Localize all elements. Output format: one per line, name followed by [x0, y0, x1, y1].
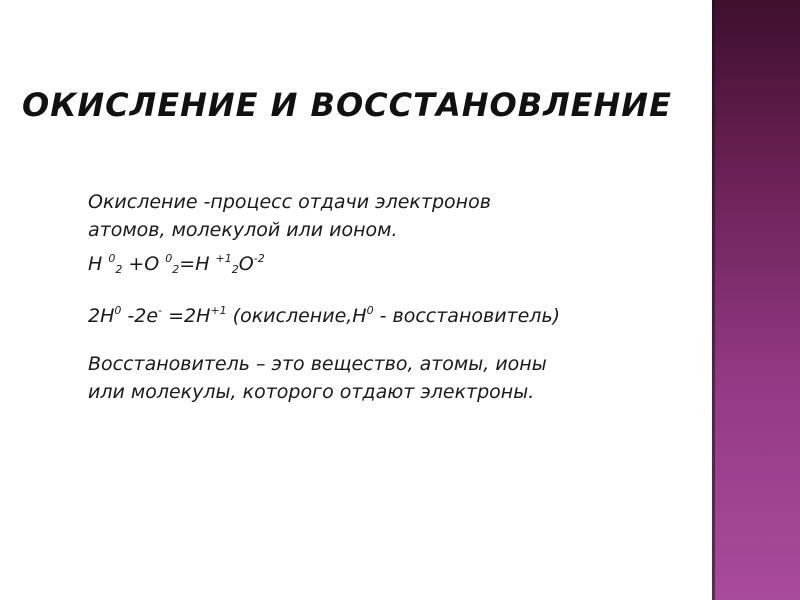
eq-product-hydrogen-charge: +1	[215, 252, 232, 265]
oxidation-definition-line-1: Окисление -процесс отдачи электронов	[88, 191, 491, 213]
eq2-note-start: (окисление,H	[226, 305, 367, 327]
eq2-product: =2H	[162, 305, 211, 327]
side-band-edge	[712, 0, 715, 600]
eq2-reactant: 2H	[88, 305, 115, 327]
water-formation-equation	[88, 250, 708, 278]
eq-oxygen-count: 2	[172, 263, 180, 276]
eq-product-hydrogen-count: 2	[231, 263, 239, 276]
eq2-note-charge: 0	[366, 304, 374, 317]
eq2-reactant-charge: 0	[114, 304, 122, 317]
oxidation-definition-line-2: атомов, молекулой или ионом.	[88, 219, 398, 241]
eq-hydrogen-count: 2	[115, 263, 123, 276]
slide-body	[88, 188, 708, 406]
eq-product-oxygen-charge: -2	[253, 252, 265, 265]
reducer-definition	[88, 350, 708, 406]
eq2-electron-charge: -	[158, 304, 163, 317]
reducer-definition-line-2: или молекулы, которого отдают электроны.	[88, 381, 535, 403]
eq2-note-end: - восстановитель)	[373, 305, 561, 327]
eq-product-hydrogen: =H	[179, 253, 216, 275]
eq-oxygen: +O	[122, 253, 166, 275]
decorative-side-band	[712, 0, 800, 600]
eq-oxygen-charge: 0	[165, 252, 173, 265]
eq2-electrons: -2e	[121, 305, 159, 327]
eq-hydrogen: H	[88, 253, 109, 275]
eq-product-oxygen: O	[238, 253, 254, 275]
hydrogen-oxidation-equation	[88, 302, 708, 330]
oxidation-definition	[88, 188, 708, 244]
eq2-product-charge: +1	[210, 304, 227, 317]
reducer-definition-line-1: Восстановитель – это вещество, атомы, ионы	[88, 353, 547, 375]
eq-hydrogen-charge: 0	[108, 252, 116, 265]
slide-title: ОКИСЛЕНИЕ И ВОССТАНОВЛЕНИЕ	[22, 86, 672, 124]
